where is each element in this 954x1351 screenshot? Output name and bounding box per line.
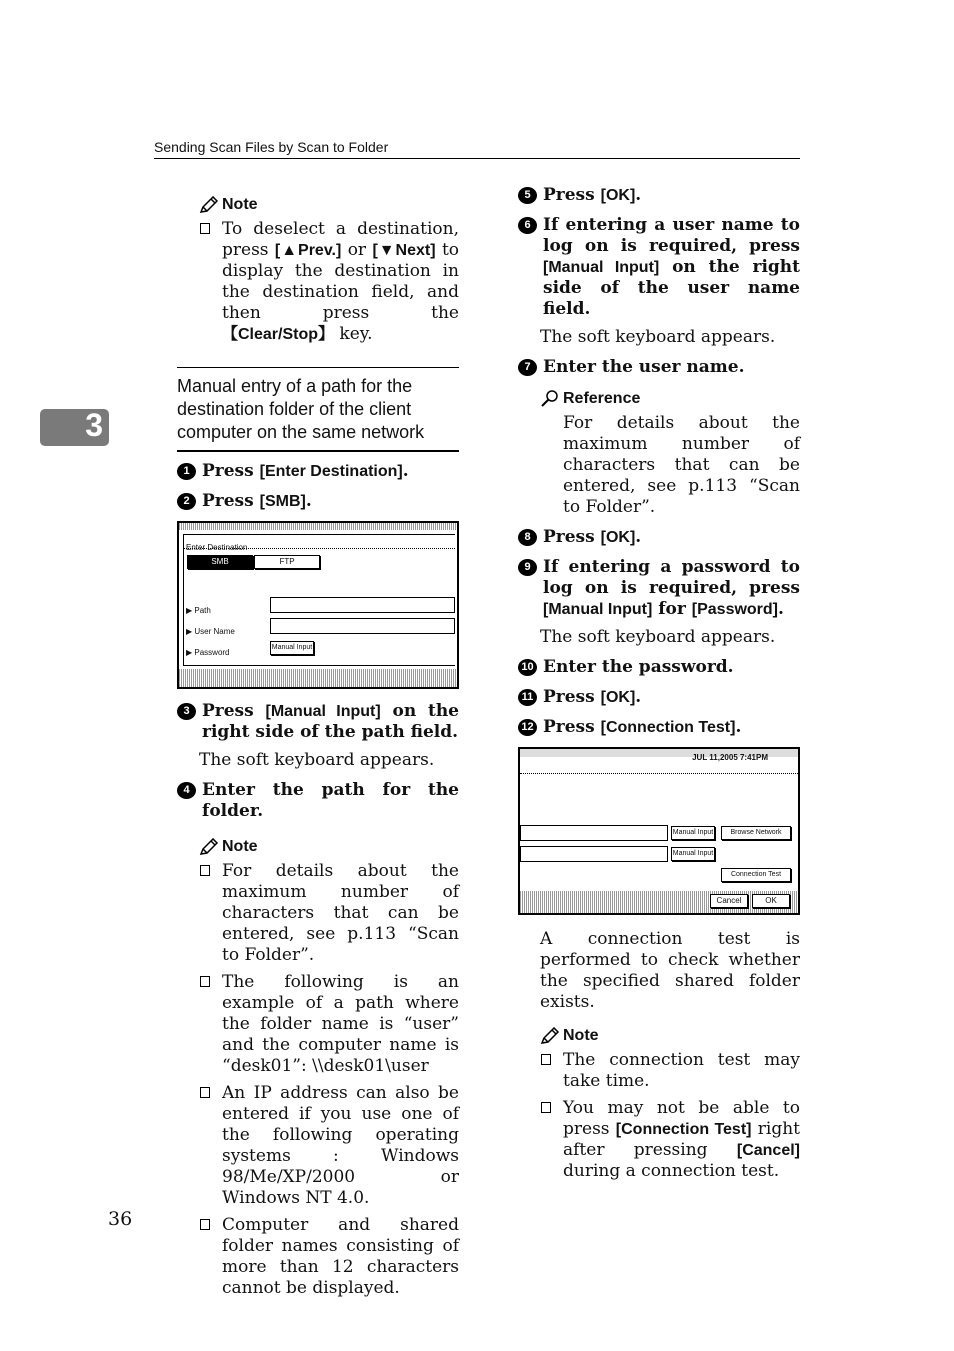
note-heading <box>199 836 459 857</box>
connection-test-description: A connection test is performed to check whether the specified shared folder exists. <box>540 929 800 1012</box>
step-text: Press <box>543 717 601 737</box>
cancel-button[interactable]: Cancel <box>710 894 748 908</box>
step-1 <box>177 461 459 482</box>
step-text: for <box>652 599 692 619</box>
step-number: 3 <box>177 703 196 720</box>
note-heading <box>540 1025 800 1046</box>
path-label: ▶ Path <box>186 606 211 615</box>
step-text: Press <box>543 527 601 547</box>
note-item: An IP address can also be entered if you use one of the following operating systems : Windows 98/Me/XP/2000 or Windows NT 4.0. <box>199 1083 459 1209</box>
step-text: Press <box>543 687 601 707</box>
note-list <box>199 861 459 1299</box>
step-3 <box>177 701 459 743</box>
note-text: To deselect a destination, press <box>222 219 459 260</box>
step-7 <box>518 357 800 378</box>
magnifier-icon <box>540 390 560 408</box>
note-text: right after pressing <box>563 1119 800 1160</box>
enter-destination-screen <box>177 521 459 689</box>
step-text: Enter the path for the folder. <box>202 780 459 821</box>
step-key: [Manual Input] <box>543 601 653 618</box>
step-6 <box>518 215 800 320</box>
step-key: [OK] <box>600 187 636 204</box>
note-title: Note <box>222 196 258 213</box>
user-name-field[interactable] <box>520 846 668 862</box>
reference-title: Reference <box>563 390 641 407</box>
step-text: . <box>735 717 742 737</box>
step-6-result: The soft keyboard appears. <box>540 327 776 347</box>
ftp-tab[interactable]: FTP <box>254 555 320 569</box>
note-item: Computer and shared folder names consisting of more than 12 characters cannot be displayed. <box>199 1215 459 1299</box>
note-text: or <box>341 240 373 260</box>
step-key: [Password] <box>691 601 779 618</box>
path-field[interactable] <box>520 825 668 841</box>
step-9-result: The soft keyboard appears. <box>540 627 776 647</box>
step-text: . <box>778 599 784 619</box>
step-key: [Connection Test] <box>600 719 736 736</box>
step-text: . <box>635 527 642 547</box>
user-name-label: ▶ User Name <box>186 627 235 636</box>
note-list <box>199 219 459 345</box>
note-item <box>540 1098 800 1182</box>
right-column <box>518 185 800 1188</box>
step-text: Press <box>202 461 260 481</box>
step-number: 8 <box>518 529 537 546</box>
step-number: 11 <box>518 689 537 706</box>
step-3-result: The soft keyboard appears. <box>199 750 435 770</box>
title-divider <box>184 548 455 549</box>
step-key: [OK] <box>600 689 636 706</box>
step-number: 4 <box>177 782 196 799</box>
chapter-number: 3 <box>85 407 103 443</box>
cancel-key-label: [Cancel] <box>736 1142 800 1159</box>
step-text: Enter the password. <box>543 657 734 677</box>
next-key-label: [▼Next] <box>372 242 436 259</box>
screen-bottom-bar <box>179 669 457 687</box>
step-text: on the right side of the path field. <box>202 701 459 742</box>
step-text: If entering a password to log on is required, press <box>543 557 800 598</box>
step-number: 5 <box>518 187 537 204</box>
note-item: The following is an example of a path where the folder name is “user” and the computer name is “desk01”: \\desk01\user <box>199 972 459 1077</box>
step-number: 6 <box>518 217 537 234</box>
step-number: 7 <box>518 359 537 376</box>
reference-text: For details about the maximum number of characters that can be entered, see p.113 “Scan to Folder”. <box>563 413 800 517</box>
ok-button[interactable]: OK <box>752 894 790 908</box>
note-item: The connection test may take time. <box>540 1050 800 1092</box>
note-title: Note <box>563 1027 599 1044</box>
screen-top-bar <box>179 523 457 530</box>
screen-title: Enter Destination <box>186 543 248 552</box>
step-text: . <box>305 491 312 511</box>
step-text: Enter the user name. <box>543 357 745 377</box>
step-10 <box>518 657 800 678</box>
step-12 <box>518 717 800 738</box>
step-4 <box>177 780 459 822</box>
step-number: 12 <box>518 719 537 736</box>
step-number: 10 <box>518 659 537 676</box>
header-rule <box>154 158 800 159</box>
step-number: 1 <box>177 463 196 480</box>
password-label: ▶ Password <box>186 648 230 657</box>
connection-test-screen <box>518 747 800 915</box>
datetime: JUL 11,2005 7:41PM <box>692 753 768 762</box>
step-key: [Enter Destination] <box>259 463 403 480</box>
step-2 <box>177 491 459 512</box>
chapter-tab <box>40 409 109 446</box>
step-9 <box>518 557 800 620</box>
pencil-icon <box>540 1027 560 1045</box>
step-key: [SMB] <box>259 493 306 510</box>
connection-test-key-label: [Connection Test] <box>615 1121 752 1138</box>
note-item: For details about the maximum number of characters that can be entered, see p.113 “Scan to Folder”. <box>199 861 459 966</box>
note-list <box>540 1050 800 1182</box>
note-item <box>199 219 459 345</box>
user-name-field[interactable] <box>270 618 455 634</box>
step-11 <box>518 687 800 708</box>
note-text: during a connection test. <box>563 1161 780 1181</box>
left-column <box>177 190 459 1305</box>
step-5 <box>518 185 800 206</box>
step-key: [Manual Input] <box>543 259 660 276</box>
step-text: . <box>402 461 409 481</box>
clear-stop-key-label: 【Clear/Stop】 <box>222 326 335 343</box>
step-number: 2 <box>177 493 196 510</box>
note-text: You may not be able to press <box>563 1098 800 1139</box>
manual-input-button[interactable]: Manual Input <box>270 641 314 655</box>
step-text: If entering a user name to log on is required, press <box>543 215 800 256</box>
step-text: Press <box>543 185 601 205</box>
note-title: Note <box>222 838 258 855</box>
manual-input-button[interactable]: Manual Input <box>671 826 715 840</box>
step-key: [Manual Input] <box>265 703 381 720</box>
running-header: Sending Scan Files by Scan to Folder <box>154 139 389 155</box>
step-8 <box>518 527 800 548</box>
step-text: . <box>635 687 642 707</box>
manual-input-button[interactable]: Manual Input <box>671 847 715 861</box>
step-text: on the right side of the user name field. <box>543 257 800 319</box>
note-text: key. <box>334 324 373 344</box>
reference-heading <box>540 388 800 409</box>
browse-network-button[interactable]: Browse Network <box>721 826 791 840</box>
step-key: [OK] <box>600 529 636 546</box>
step-text: Press <box>202 701 266 721</box>
page-number: 36 <box>108 1208 133 1230</box>
step-text: Press <box>202 491 260 511</box>
step-text: . <box>635 185 642 205</box>
note-heading <box>199 194 459 215</box>
note-text: to display the destination in the destination field, and then press the <box>222 240 460 323</box>
screen-divider <box>520 773 798 774</box>
section-title: Manual entry of a path for the destination folder of the client computer on the same network <box>177 367 459 452</box>
prev-key-label: [▲Prev.] <box>274 242 342 259</box>
screen-panel <box>183 534 455 666</box>
smb-tab[interactable]: SMB <box>187 555 253 569</box>
path-field[interactable] <box>270 597 455 613</box>
step-number: 9 <box>518 559 537 576</box>
pencil-icon <box>199 196 219 214</box>
pencil-icon <box>199 838 219 856</box>
connection-test-button[interactable]: Connection Test <box>721 868 791 882</box>
